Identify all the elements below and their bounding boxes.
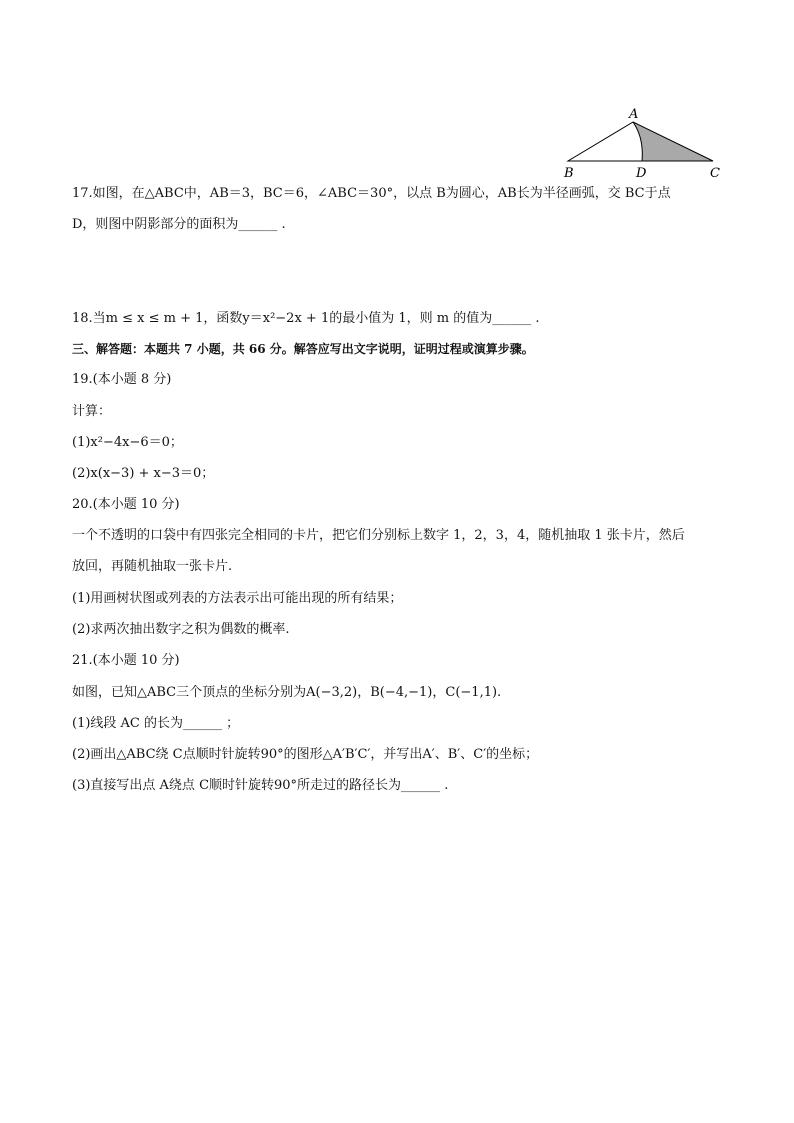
q19-intro: 计算： [72, 404, 112, 419]
q20-heading: 20.(本小题 10 分) [72, 497, 180, 512]
label-b: B [564, 166, 574, 181]
q20-part-2: (2)求两次抽出数字之积为偶数的概率. [72, 622, 290, 637]
label-c: C [710, 166, 720, 181]
q19-part-2: (2)x(x−3) + x−3＝0； [72, 466, 215, 481]
q18-line: 18.当m ≤ x ≤ m + 1，函数y＝x²−2x + 1的最小值为 1，则 m 的值为______ . [72, 311, 540, 326]
q21-part-3: (3)直接写出点 A绕点 C顺时针旋转90°所走过的路径长为______ . [72, 778, 449, 793]
triangle-diagram [560, 102, 730, 182]
label-d: D [636, 166, 647, 181]
section-3-heading: 三、解答题：本题共 7 小题，共 66 分。解答应写出文字说明，证明过程或演算步骤。 [72, 342, 534, 356]
q21-line-1: 如图，已知△ABC三个顶点的坐标分别为A(−3,2)，B(−4,−1)，C(−1,1). [72, 685, 502, 700]
q21-heading: 21.(本小题 10 分) [72, 653, 180, 668]
q19-part-1: (1)x²−4x−6＝0； [72, 435, 183, 450]
q17-line-1: 17.如图，在△ABC中，AB＝3，BC＝6，∠ABC＝30°，以点 B为圆心，AB长为半径画弧，交 BC于点 [72, 186, 671, 201]
triangle-figure [560, 102, 730, 182]
q17-line-2: D，则图中阴影部分的面积为______ . [72, 217, 286, 232]
q21-part-1: (1)线段 AC 的长为______ ； [72, 716, 240, 731]
q20-line-1: 一个不透明的口袋中有四张完全相同的卡片，把它们分别标上数字 1，2，3，4，随机抽取 1 张卡片，然后 [72, 528, 685, 543]
q19-heading: 19.(本小题 8 分) [72, 372, 172, 387]
q20-part-1: (1)用画树状图或列表的方法表示出可能出现的所有结果； [72, 591, 403, 606]
q20-line-2: 放回，再随机抽取一张卡片. [72, 559, 233, 574]
q21-part-2: (2)画出△ABC绕 C点顺时针旋转90°的图形△A′B′C′，并写出A′、B′、C′的坐标； [72, 747, 539, 762]
label-a: A [629, 107, 639, 122]
